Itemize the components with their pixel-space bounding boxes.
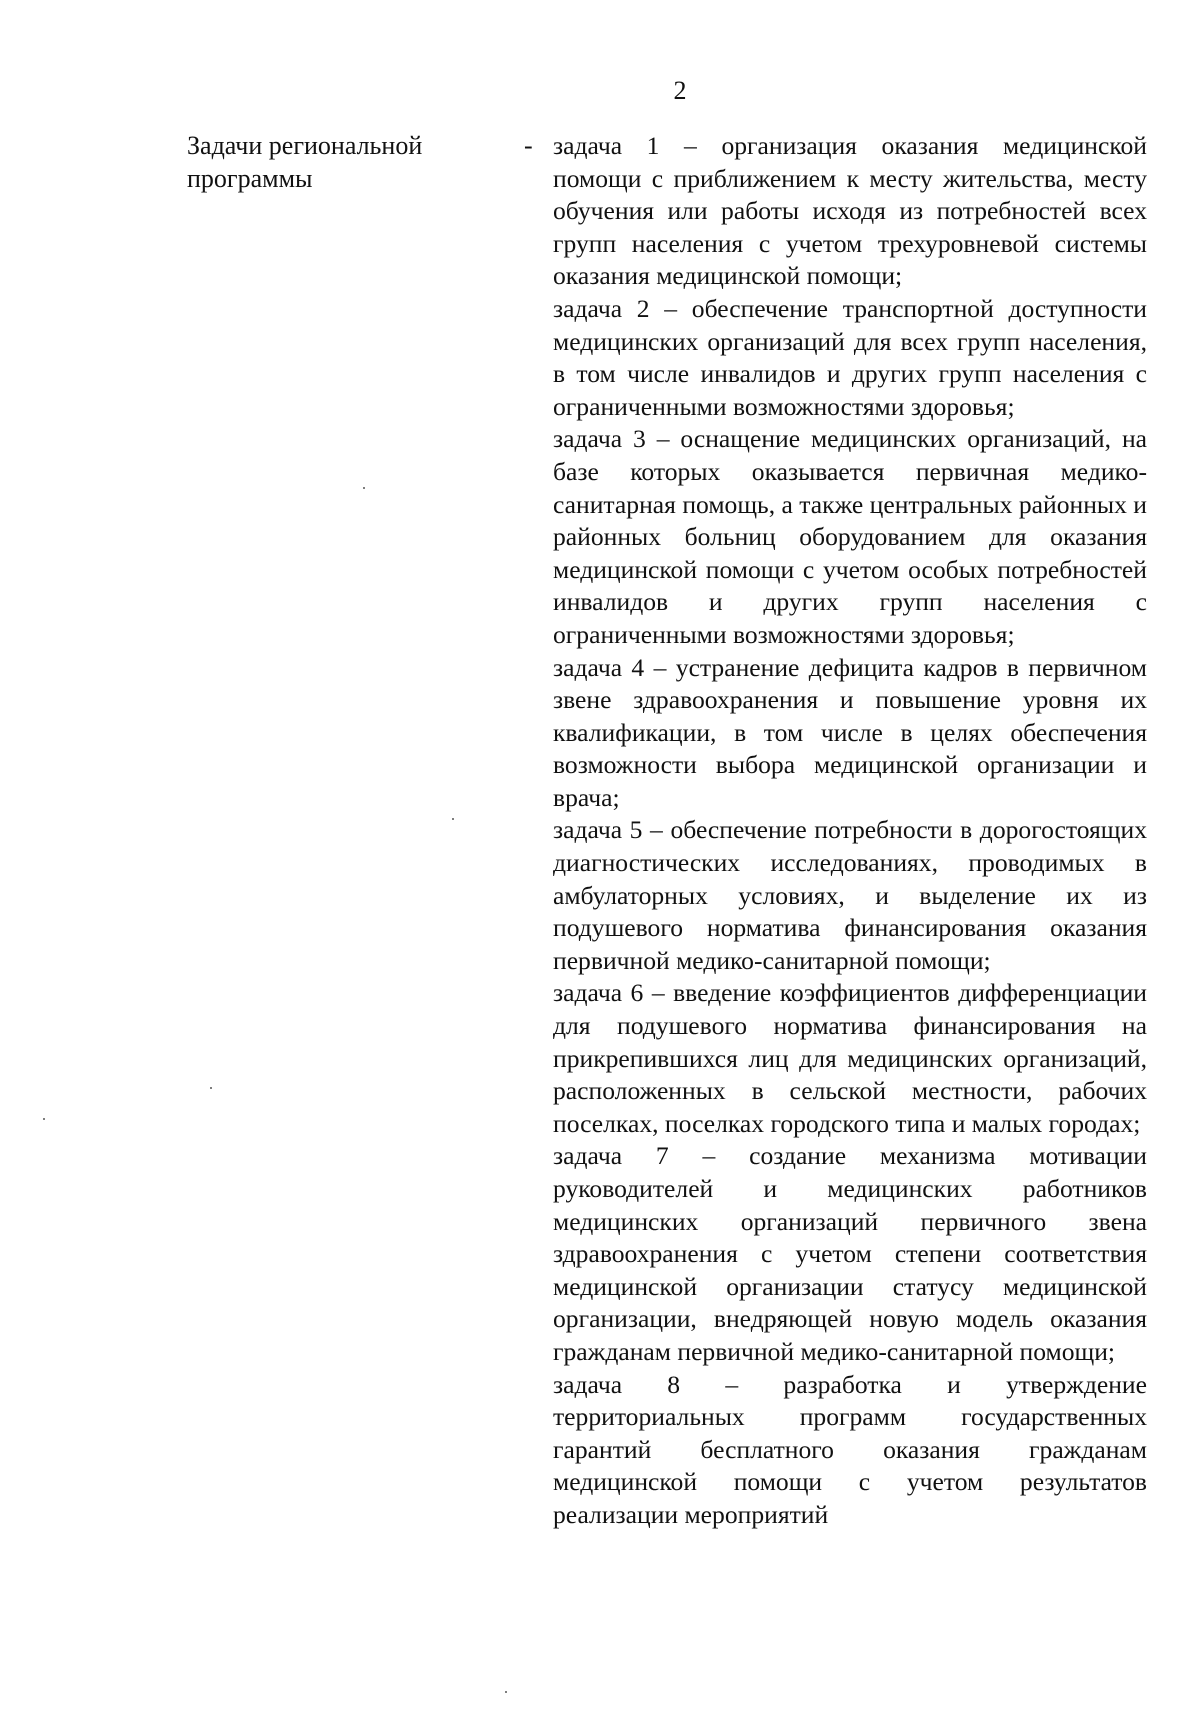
task-item-8: задача 8 – разработка и утверждение территориальных программ государственных гарантий бесплатного оказания гражданам медицинской помощи с учетом результатов реализации мероприятий [553, 1369, 1147, 1529]
task-item-5: задача 5 – обеспечение потребности в дорогостоящих диагностических исследованиях, проводимых в амбулаторных условиях, и выделение их из подушевого норматива финансирования оказания первичной медико-санитарной помощи; [553, 815, 1147, 975]
task-item-6: задача 6 – введение коэффициентов дифференциации для подушевого норматива финансирования на прикрепившихся лиц для медицинских организаций, расположенных в сельской местности, рабочих поселках, поселках городского типа и малых городах; [553, 978, 1147, 1138]
section-label-line-1: Задачи региональной [187, 131, 423, 160]
scan-speck [43, 1118, 45, 1120]
task-item-2: задача 2 – обеспечение транспортной доступности медицинских организаций для всех групп населения, в том числе инвалидов и других групп населения с ограниченными возможностями здоровья; [553, 293, 1147, 421]
scan-speck [505, 1691, 507, 1693]
task-list [553, 130, 1147, 1532]
task-item-3: задача 3 – оснащение медицинских организаций, на базе которых оказывается первичная медико-санитарная помощь, а также центральных районных и районных больниц оборудованием для оказания медицинской помощи с учетом особых потребностей инвалидов и других групп населения с ограниченными возможностями здоровья; [553, 424, 1147, 649]
section-label-line-2: программы [187, 163, 313, 193]
page-number: 2 [673, 76, 687, 105]
scan-speck [363, 487, 365, 489]
task-item-7: задача 7 – создание механизма мотивации руководителей и медицинских работников медицинских организаций первичного звена здравоохранения с учетом степени соответствия медицинской организации статусу медицинской организации, внедряющей новую модель оказания гражданам первичной медико-санитарной помощи; [553, 1141, 1147, 1366]
section-label [187, 130, 487, 195]
task-item-4: задача 4 – устранение дефицита кадров в первичном звене здравоохранения и повышение уровня их квалификации, в том числе в целях обеспечения возможности выбора медицинской организации и врача; [553, 652, 1147, 812]
scan-speck [452, 818, 454, 820]
separator-dash: - [524, 131, 533, 160]
scan-speck [210, 1087, 212, 1089]
task-item-1: задача 1 – организация оказания медицинской помощи с приближением к месту жительства, месту обучения или работы исходя из потребностей всех групп населения с учетом трехуровневой системы оказания медицинской помощи; [553, 131, 1147, 291]
